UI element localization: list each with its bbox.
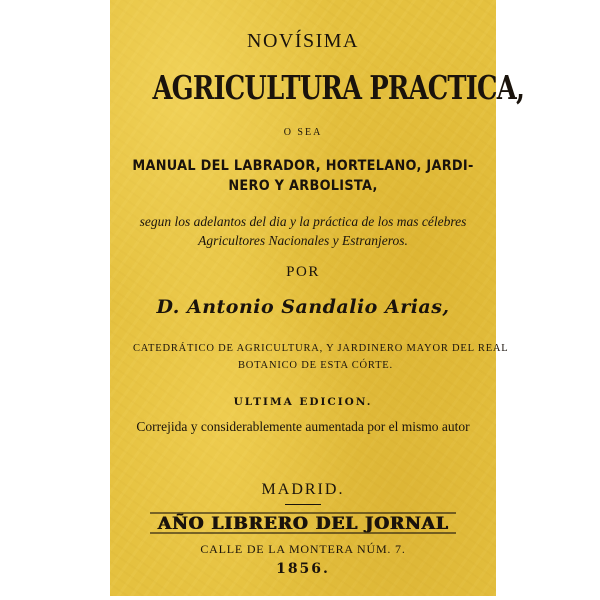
city-name: MADRID. [261,481,345,498]
title-small: NOVÍSIMA [247,30,359,52]
description-line-2: Agricultores Nacionales y Estranjeros. [198,233,408,248]
publication-year: 1856. [276,561,330,577]
main-title: AGRICULTURA PRACTICA, [152,68,525,107]
by-label: POR [286,264,320,280]
subtitle-line-2: NERO Y ARBOLISTA, [228,178,378,194]
printer-name: AÑO LIBRERO DEL JORNAL [157,514,449,534]
credentials-line-1: CATEDRÁTICO DE AGRICULTURA, Y JARDINERO MAYOR DEL REAL [133,343,509,354]
connector-text: O SEA [283,127,323,138]
edition-label: ULTIMA EDICION. [233,396,373,408]
description-line-1: segun los adelantos del dia y la práctica de los mas célebres [139,214,467,229]
credentials-line-2: BOTANICO DE ESTA CÓRTE. [238,360,393,371]
revision-note: Correjida y considerablemente aumentada por el mismo autor [136,419,470,434]
divider-rule [285,504,321,505]
subtitle-line-1: MANUAL DEL LABRADOR, HORTELANO, JARDI- [132,158,474,174]
book-cover [110,0,525,596]
printer-address: CALLE DE LA MONTERA NÚM. 7. [200,542,406,556]
author-name: D. Antonio Sandalio Arias, [156,296,450,318]
